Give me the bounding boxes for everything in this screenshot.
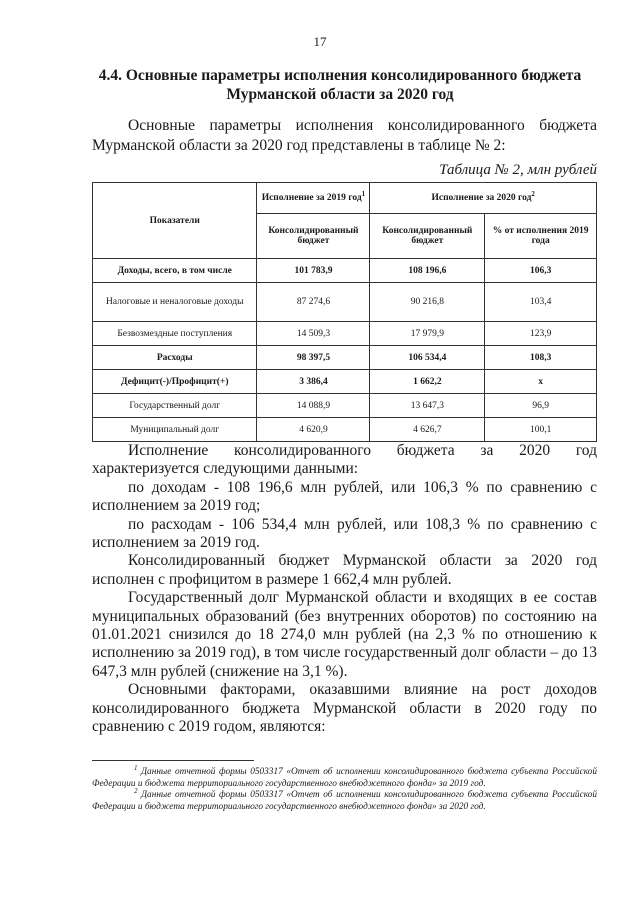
header-2020: Исполнение за 2020 год$^2$: [370, 183, 597, 214]
row-label: Расходы: [93, 346, 257, 370]
body-text: [92, 442, 597, 737]
heading-line-1: 4.4. Основные параметры исполнения консолидированного бюджета: [98, 67, 582, 84]
paragraph-revenue: по доходам - 108 196,6 млн рублей, или 106,3 % по сравнению с исполнением за 2019 год;: [92, 478, 597, 515]
value-percent: 106,3: [485, 259, 597, 283]
value-percent: 96,9: [485, 394, 597, 418]
footnotes: [92, 763, 597, 813]
table-row: [93, 322, 597, 346]
row-label: Безвозмездные поступления: [93, 322, 257, 346]
header-indicators: Показатели: [93, 183, 257, 259]
table-row: [93, 394, 597, 418]
value-2019: 87 274,6: [257, 283, 370, 322]
table-header-row: [93, 183, 597, 214]
value-percent: 100,1: [485, 418, 597, 442]
row-label: Дефицит(-)/Профицит(+): [93, 370, 257, 394]
value-2019: 3 386,4: [257, 370, 370, 394]
value-2020: 108 196,6: [370, 259, 485, 283]
budget-table: [92, 182, 597, 442]
value-2019: 101 783,9: [257, 259, 370, 283]
table-row: [93, 259, 597, 283]
paragraph-surplus: Консолидированный бюджет Мурманской области за 2020 год исполнен с профицитом в размере 1 662,4 млн рублей.: [92, 552, 597, 588]
row-label: Доходы, всего, в том числе: [93, 259, 257, 283]
header-2019: Исполнение за 2019 год$^1$: [257, 183, 370, 214]
intro-paragraph: Основные параметры исполнения консолидированного бюджета Мурманской области за 2020 год представлены в таблице № 2:: [92, 117, 597, 154]
footnote-2: $^2$ Данные отчетной формы 0503317 «Отчет об исполнении консолидированного бюджета субъекта Российской Федерации и бюджета территориального государственного внебюджетного фонда» за 2020 год.: [92, 787, 597, 812]
value-percent: 108,3: [485, 346, 597, 370]
value-2019: 14 509,3: [257, 322, 370, 346]
paragraph-summary: Исполнение консолидированного бюджета за 2020 год характеризуется следующими данными:: [92, 442, 597, 478]
table-row: [93, 370, 597, 394]
paragraph-factors: Основными факторами, оказавшими влияние на рост доходов консолидированного бюджета Мурманской области в 2020 году по сравнению с 2019 годом, являются:: [92, 681, 597, 736]
subheader-consolidated-2020: Консолидированный бюджет: [370, 214, 485, 259]
row-label: Муниципальный долг: [93, 418, 257, 442]
footnote-ref-1: 1: [361, 189, 366, 198]
row-label: Государственный долг: [93, 394, 257, 418]
value-2020: 90 216,8: [370, 283, 485, 322]
table-caption: Таблица № 2, млн рублей: [439, 162, 597, 178]
footnote-divider: [92, 760, 254, 761]
footnote-ref-2: 2: [531, 189, 535, 198]
section-heading: [60, 66, 620, 104]
value-2019: 98 397,5: [257, 346, 370, 370]
heading-line-2: Мурманской области за 2020 год: [226, 86, 454, 103]
paragraph-expenses: по расходам - 106 534,4 млн рублей, или 108,3 % по сравнению с исполнением за 2019 год.: [92, 515, 597, 552]
table-row: [93, 418, 597, 442]
value-2020: 106 534,4: [370, 346, 485, 370]
value-2020: 13 647,3: [370, 394, 485, 418]
subheader-percent: % от исполнения 2019 года: [485, 214, 597, 259]
footnote-1: $^1$ Данные отчетной формы 0503317 «Отчет об исполнении консолидированного бюджета субъекта Российской Федерации и бюджета территориального государственного внебюджетного фонда» за 2019 год.: [92, 763, 597, 789]
subheader-consolidated-2019: Консолидированный бюджет: [257, 214, 370, 259]
value-2019: 4 620,9: [257, 418, 370, 442]
table-row: [93, 346, 597, 370]
value-2020: 1 662,2: [370, 370, 485, 394]
table-row: [93, 283, 597, 322]
page-number: 17: [313, 34, 327, 49]
row-label: Налоговые и неналоговые доходы: [93, 283, 257, 322]
value-percent: 103,4: [485, 283, 597, 322]
value-percent: 123,9: [485, 322, 597, 346]
value-2020: 17 979,9: [370, 322, 485, 346]
paragraph-debt: Государственный долг Мурманской области и входящих в ее состав муниципальных образований (без внутренних оборотов) по состоянию на 01.01.2021 снизился до 18 274,0 млн рублей (на 2,3 % по отношению к исполнению за 2019 год), в том числе государственный долг области – до 13 647,3 млн рублей (снижение на 3,1 %).: [92, 589, 597, 680]
value-2020: 4 626,7: [370, 418, 485, 442]
value-2019: 14 088,9: [257, 394, 370, 418]
value-percent: х: [485, 370, 597, 394]
